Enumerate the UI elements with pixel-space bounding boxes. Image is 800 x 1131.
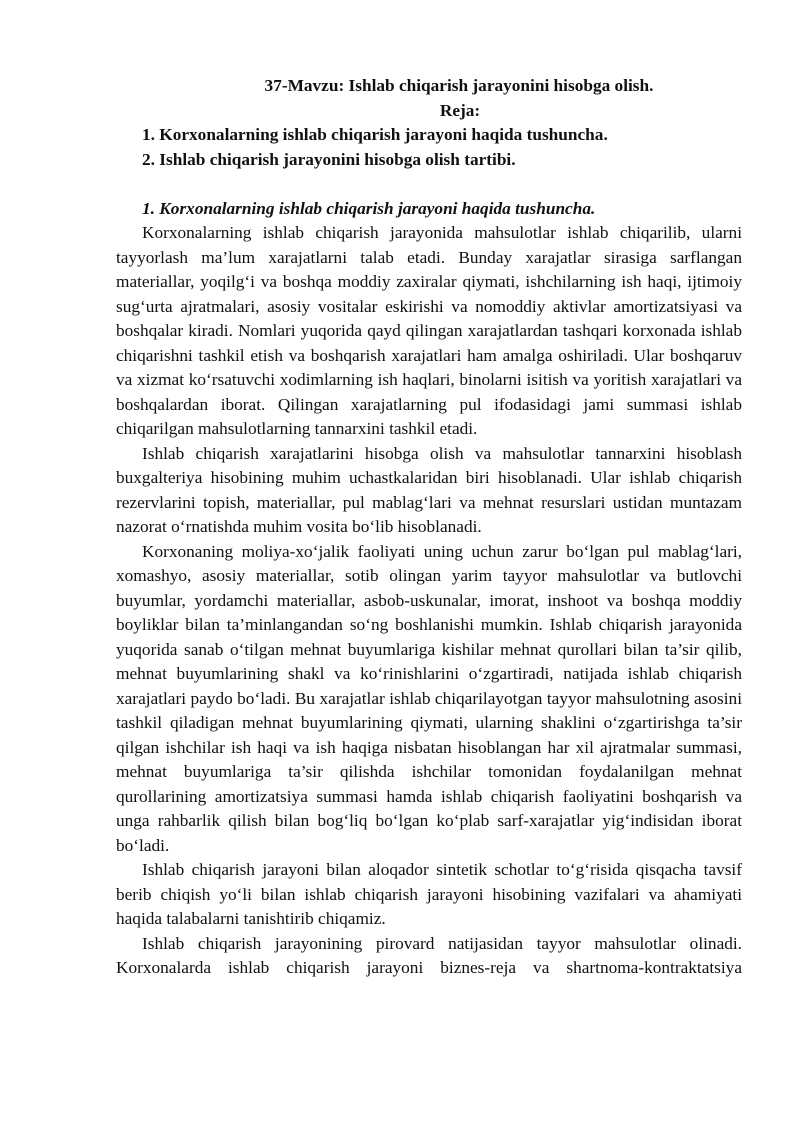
paragraph-1: Korxonalarning ishlab chiqarish jarayonida mahsulotlar ishlab chiqarilib, ularni tayyorlash ma’lum xarajatlarni talab etadi. Bunday xarajatlar sirasiga sarflangan materiallar, yoqilg‘i va boshqa moddiy zaxiralar qiymati, ishchilarning ish haqi, ijtimoiy sug‘urta ajratmalari, asosiy vositalar eskirishi va nomoddiy aktivlar amortizatsiyasi va boshqalar kiradi. Nomlari yuqorida qayd qilingan xarajatlardan tashqari korxonada ishlab chiqarishni tashkil etish va boshqarish xarajatlari ham amalga oshiriladi. Ular boshqaruv va xizmat ko‘rsatuvchi xodimlarning ish haqlari, binolarni isitish va yoritish xarajatlari va boshqalardan iborat. Qilingan xarajatlarning pul ifodasidagi jami summasi ishlab chiqarilgan mahsulotlarning tannarxini tashkil etadi. [116, 223, 742, 438]
section-heading: 1. Korxonalarning ishlab chiqarish jarayoni haqida tushuncha. [142, 198, 596, 218]
blank-line [116, 172, 742, 197]
paragraph-2: Ishlab chiqarish xarajatlarini hisobga olish va mahsulotlar tannarxini hisoblash buxgalteriya hisobining muhim uchastkalaridan biri hisoblanadi. Ular ishlab chiqarish rezervlarini topish, materiallar, pul mablag‘lari va mehnat resurslari ustidan muntazam nazorat o‘rnatishda muhim vosita bo‘lib hisoblanadi. [116, 443, 742, 536]
paragraph-5: Ishlab chiqarish jarayonining pirovard natijasidan tayyor mahsulotlar olinadi. Korxonalarda ishlab chiqarish jarayoni biznes-reja va shartnoma-kontraktatsiya [116, 933, 742, 977]
plan-label: Reja: [439, 100, 481, 120]
document-page [116, 74, 742, 981]
paragraph-4: Ishlab chiqarish jarayoni bilan aloqador sintetik schotlar to‘g‘risida qisqacha tavsif berib chiqish yo‘li bilan ishlab chiqarish jarayoni hisobining vazifalari va ahamiyati haqida talabalarni tanishtirib chiqamiz. [116, 860, 742, 928]
document-title: 37-Mavzu: Ishlab chiqarish jarayonini hisobga olish. [264, 76, 654, 95]
plan-item-1: 1. Korxonalarning ishlab chiqarish jarayoni haqida tushuncha. [142, 125, 608, 144]
plan-item-2: 2. Ishlab chiqarish jarayonini hisobga olish tartibi. [142, 149, 516, 169]
paragraph-3: Korxonaning moliya-xo‘jalik faoliyati uning uchun zarur bo‘lgan pul mablag‘lari, xomashyo, asosiy materiallar, sotib olingan yarim tayyor mahsulotlar va butlovchi buyumlar, yordamchi materiallar, asbob-uskunalar, imorat, inshoot va boshqa moddiy boyliklar bilan ta’minlangandan so‘ng boshlanishi mumkin. Ishlab chiqarish jarayonida yuqorida sanab o‘tilgan mehnat buyumlariga kishilar mehnat qurollari bilan ta’sir qilib, mehnat buyumlarining shakl va ko‘rinishlarini o‘zgartiradi, natijada ishlab chiqarish xarajatlari paydo bo‘ladi. Bu xarajatlar ishlab chiqarilayotgan tayyor mahsulotning asosini tashkil qiladigan mehnat buyumlarining qiymati, ularning shaklini o‘zgartirishga ta’sir qilgan ishchilar ish haqi va ish haqiga nisbatan hisoblangan har xil ajratmalar summasi, mehnat buyumlariga ta’sir qilishda ishchilar tomonidan foydalanilgan mehnat qurollarining amortizatsiya summasi hamda ishlab chiqarish faoliyatini boshqarish va unga rahbarlik qilish bilan bog‘liq bo‘lgan ko‘plab sarf-xarajatlar yig‘indisidan iborat bo‘ladi. [116, 541, 742, 855]
